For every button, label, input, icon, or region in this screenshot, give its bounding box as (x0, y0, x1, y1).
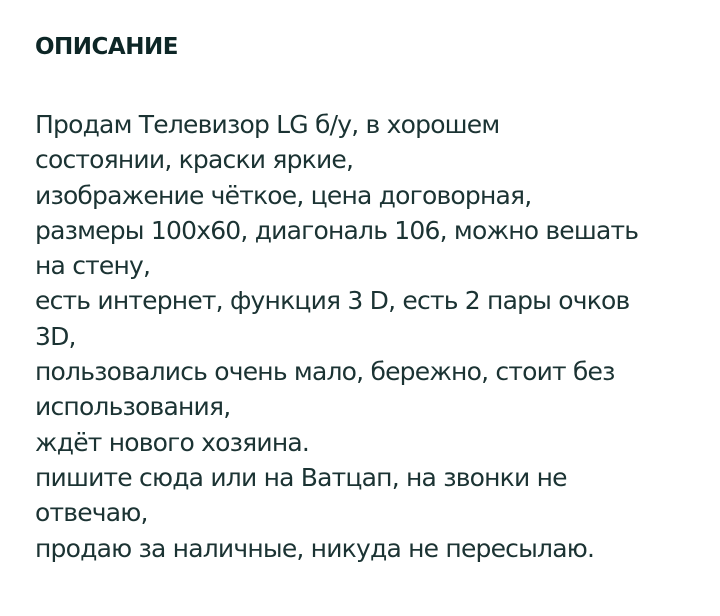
description-line: продаю за наличные, никуда не пересылаю. (35, 533, 595, 563)
description-line: на стену, (35, 251, 151, 281)
description-line: пишите сюда или на Ватцап, на звонки не (35, 462, 567, 492)
section-heading: ОПИСАНИЕ (35, 34, 178, 60)
description-line: пользовались очень мало, бережно, стоит без (35, 357, 615, 387)
description-line: ждёт нового хозяина. (35, 427, 310, 457)
description-line: размеры 100х60, диагональ 106, можно вешать (35, 215, 639, 245)
description-line: изображение чёткое, цена договорная, (35, 180, 532, 210)
description-line: 3D, (35, 321, 76, 351)
description-line: отвечаю, (35, 498, 148, 528)
description-text (35, 107, 705, 566)
description-line: есть интернет, функция 3 D, есть 2 пары очков (35, 286, 630, 316)
description-line: использования, (35, 392, 231, 422)
description-line: Продам Телевизор LG б/у, в хорошем (35, 110, 500, 139)
description-line: состоянии, краски яркие, (35, 145, 354, 175)
